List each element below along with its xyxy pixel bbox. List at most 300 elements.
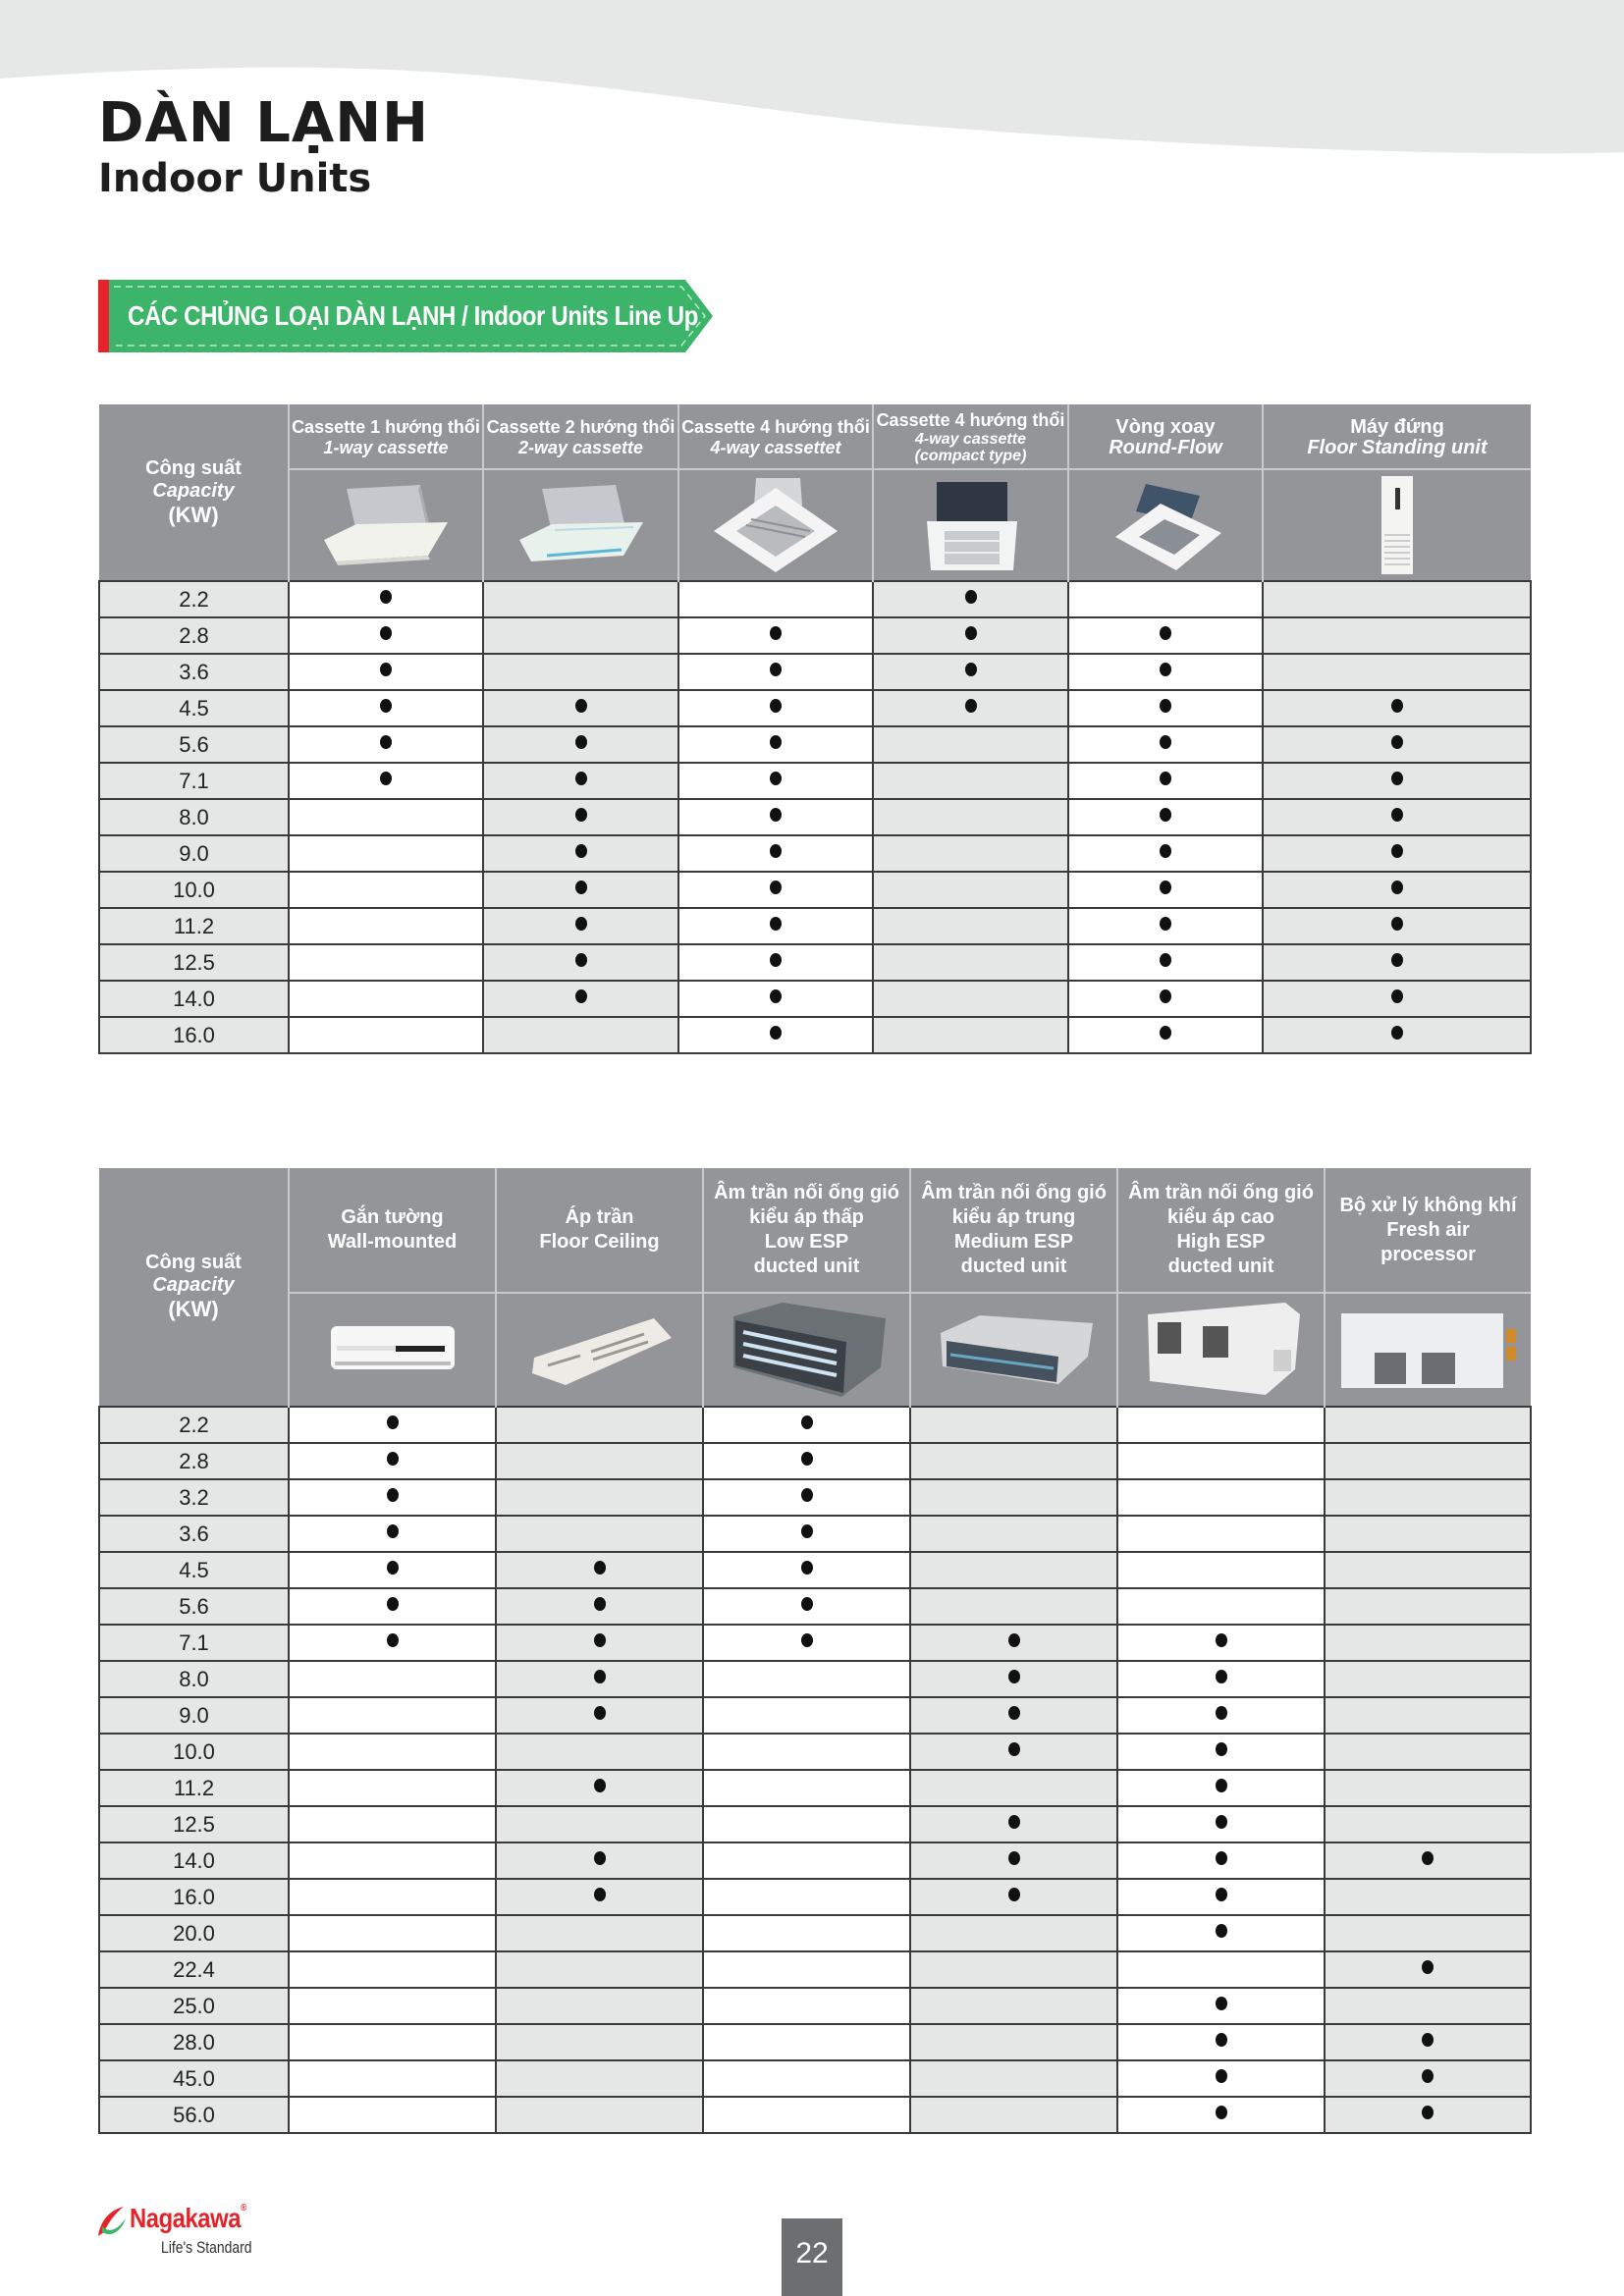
availability-dot-icon: [1160, 989, 1171, 1003]
availability-cell: [289, 944, 483, 981]
availability-cell: [703, 1443, 910, 1479]
availability-dot-icon: [1008, 1633, 1020, 1647]
column-header-4way-compact: [873, 404, 1068, 469]
availability-cell: [678, 872, 873, 908]
availability-cell: [1325, 1988, 1531, 2024]
availability-cell: [1117, 2097, 1325, 2133]
availability-dot-icon: [801, 1597, 813, 1611]
availability-cell: [496, 2097, 703, 2133]
availability-dot-icon: [1216, 1815, 1227, 1829]
availability-cell: [1325, 1951, 1531, 1988]
availability-cell: [703, 2024, 910, 2060]
availability-cell: [289, 1770, 496, 1806]
availability-cell: [1068, 617, 1263, 654]
availability-cell: [289, 981, 483, 1017]
availability-cell: [289, 1734, 496, 1770]
availability-dot-icon: [387, 1488, 399, 1502]
table-row: [99, 2024, 1531, 2060]
availability-cell: [703, 1697, 910, 1734]
column-title-line: Âm trần nối ống gió: [921, 1182, 1107, 1203]
availability-dot-icon: [801, 1633, 813, 1647]
availability-dot-icon: [1160, 663, 1171, 676]
column-header-medium-esp: [910, 1168, 1117, 1293]
availability-dot-icon: [1160, 626, 1171, 640]
availability-dot-icon: [594, 1706, 606, 1720]
column-title-line: Fresh air: [1386, 1218, 1470, 1241]
table-row: [99, 1770, 1531, 1806]
availability-cell: [1117, 1842, 1325, 1879]
availability-dot-icon: [575, 917, 587, 931]
table-row: [99, 1734, 1531, 1770]
availability-cell: [678, 654, 873, 690]
availability-cell: [496, 1951, 703, 1988]
availability-dot-icon: [387, 1597, 399, 1611]
page-subtitle: Indoor Units: [98, 156, 372, 201]
availability-dot-icon: [1008, 1815, 1020, 1829]
availability-cell: [289, 872, 483, 908]
availability-cell: [910, 1915, 1117, 1951]
availability-cell: [483, 726, 678, 763]
column-title-en: Round-Flow: [1109, 436, 1222, 458]
availability-cell: [873, 981, 1068, 1017]
column-title-line: Bộ xử lý không khí: [1339, 1194, 1517, 1216]
availability-cell: [678, 581, 873, 617]
availability-cell: [1325, 1516, 1531, 1552]
availability-cell: [496, 1915, 703, 1951]
availability-cell: [289, 690, 483, 726]
capacity-header-en: Capacity: [152, 479, 235, 502]
column-title-line: Floor Ceiling: [539, 1231, 660, 1253]
availability-cell: [910, 2060, 1117, 2097]
availability-cell: [678, 726, 873, 763]
availability-dot-icon: [594, 1597, 606, 1611]
availability-cell: [1263, 690, 1531, 726]
availability-dot-icon: [1391, 881, 1403, 894]
column-title-en: 4-way cassette: [915, 430, 1026, 448]
availability-cell: [910, 1479, 1117, 1516]
availability-cell: [1068, 690, 1263, 726]
availability-cell: [1325, 2024, 1531, 2060]
availability-dot-icon: [1422, 2106, 1434, 2119]
availability-cell: [483, 835, 678, 872]
availability-dot-icon: [575, 844, 587, 858]
table-row: [99, 1443, 1531, 1479]
capacity-cell: 11.2: [99, 1770, 289, 1806]
availability-cell: [289, 1697, 496, 1734]
availability-cell: [483, 1017, 678, 1053]
availability-cell: [873, 908, 1068, 944]
availability-cell: [1117, 1479, 1325, 1516]
availability-cell: [678, 1017, 873, 1053]
availability-cell: [496, 2024, 703, 2060]
availability-cell: [496, 1443, 703, 1479]
table-row: [99, 617, 1531, 654]
capacity-cell: 16.0: [99, 1017, 289, 1053]
availability-cell: [1263, 617, 1531, 654]
availability-dot-icon: [770, 808, 782, 822]
availability-dot-icon: [387, 1415, 399, 1429]
table-row: [99, 726, 1531, 763]
availability-cell: [1325, 1697, 1531, 1734]
availability-cell: [289, 2097, 496, 2133]
availability-cell: [496, 1552, 703, 1588]
availability-cell: [289, 1443, 496, 1479]
availability-dot-icon: [770, 626, 782, 640]
availability-cell: [873, 654, 1068, 690]
one-way-cassette-image: [289, 469, 483, 581]
availability-cell: [1117, 1625, 1325, 1661]
availability-cell: [289, 2024, 496, 2060]
low-esp-duct-image: [703, 1293, 910, 1407]
availability-cell: [289, 1625, 496, 1661]
column-title-line: Áp trần: [565, 1206, 634, 1228]
availability-cell: [910, 1625, 1117, 1661]
availability-dot-icon: [387, 1524, 399, 1538]
availability-cell: [703, 1552, 910, 1588]
column-title-vi: Cassette 2 hướng thổi: [486, 416, 676, 437]
page-title: DÀN LẠNH: [98, 91, 429, 155]
availability-dot-icon: [1008, 1851, 1020, 1865]
table-row: [99, 981, 1531, 1017]
availability-dot-icon: [387, 1633, 399, 1647]
availability-cell: [910, 1407, 1117, 1443]
table-row: [99, 1625, 1531, 1661]
floor-ceiling-image: [496, 1293, 703, 1407]
capacity-header-vi: Công suất: [145, 456, 242, 479]
availability-cell: [910, 1879, 1117, 1915]
column-title-line: Low ESP: [764, 1231, 849, 1253]
availability-cell: [483, 944, 678, 981]
column-title-vi: Cassette 4 hướng thổi: [681, 416, 870, 437]
table-row: [99, 1951, 1531, 1988]
column-title-line: kiểu áp trung: [951, 1206, 1076, 1228]
table-row: [99, 1588, 1531, 1625]
availability-dot-icon: [380, 590, 392, 604]
four-way-cassette-image: [678, 469, 873, 581]
availability-cell: [678, 835, 873, 872]
availability-cell: [910, 2097, 1117, 2133]
availability-dot-icon: [1422, 1960, 1434, 1974]
availability-cell: [1263, 981, 1531, 1017]
availability-dot-icon: [1216, 1633, 1227, 1647]
two-way-cassette-image: [483, 469, 678, 581]
availability-dot-icon: [1391, 953, 1403, 967]
availability-cell: [289, 1407, 496, 1443]
availability-cell: [910, 1516, 1117, 1552]
availability-cell: [1068, 654, 1263, 690]
capacity-cell: 2.2: [99, 581, 289, 617]
table-row: [99, 1661, 1531, 1697]
availability-dot-icon: [1160, 772, 1171, 785]
capacity-cell: 2.8: [99, 617, 289, 654]
capacity-cell: 11.2: [99, 908, 289, 944]
availability-cell: [873, 1017, 1068, 1053]
availability-cell: [873, 617, 1068, 654]
fresh-air-processor-image: [1325, 1293, 1531, 1407]
column-title-vi: Máy đứng: [1350, 415, 1444, 438]
availability-dot-icon: [801, 1452, 813, 1466]
availability-cell: [289, 799, 483, 835]
capacity-cell: 2.2: [99, 1407, 289, 1443]
page-header: [98, 91, 429, 201]
availability-cell: [703, 1588, 910, 1625]
capacity-cell: 14.0: [99, 1842, 289, 1879]
table-row: [99, 799, 1531, 835]
capacity-cell: 3.6: [99, 1516, 289, 1552]
column-title-line: ducted unit: [960, 1255, 1067, 1277]
availability-cell: [873, 835, 1068, 872]
availability-cell: [873, 690, 1068, 726]
table-body: [99, 581, 1531, 1053]
capacity-cell: 16.0: [99, 1879, 289, 1915]
availability-dot-icon: [1422, 2033, 1434, 2047]
column-header-floor-ceiling: [496, 1168, 703, 1293]
table-row: [99, 581, 1531, 617]
availability-cell: [1325, 1407, 1531, 1443]
availability-cell: [1068, 726, 1263, 763]
availability-dot-icon: [965, 699, 977, 713]
capacity-cell: 28.0: [99, 2024, 289, 2060]
table-row: [99, 908, 1531, 944]
availability-dot-icon: [770, 917, 782, 931]
availability-dot-icon: [1216, 2069, 1227, 2083]
availability-cell: [1068, 944, 1263, 981]
availability-cell: [289, 1879, 496, 1915]
table-row: [99, 1915, 1531, 1951]
availability-cell: [496, 1697, 703, 1734]
availability-cell: [1068, 981, 1263, 1017]
availability-cell: [703, 2097, 910, 2133]
availability-cell: [1325, 1734, 1531, 1770]
column-header-wall-mounted: [289, 1168, 496, 1293]
capacity-header-en: Capacity: [152, 1274, 235, 1296]
column-title-line: High ESP: [1176, 1231, 1266, 1253]
availability-cell: [483, 581, 678, 617]
availability-cell: [1263, 944, 1531, 981]
availability-cell: [1325, 1842, 1531, 1879]
availability-cell: [910, 1770, 1117, 1806]
availability-dot-icon: [1216, 1779, 1227, 1792]
availability-dot-icon: [965, 626, 977, 640]
availability-cell: [678, 908, 873, 944]
availability-cell: [703, 1770, 910, 1806]
availability-cell: [496, 1479, 703, 1516]
column-header-high-esp: [1117, 1168, 1325, 1293]
table-row: [99, 654, 1531, 690]
capacity-header: [99, 404, 289, 581]
column-title-line: ducted unit: [1167, 1255, 1274, 1277]
availability-dot-icon: [1160, 917, 1171, 931]
availability-cell: [289, 1988, 496, 2024]
availability-dot-icon: [965, 663, 977, 676]
availability-cell: [678, 690, 873, 726]
table-row: [99, 2060, 1531, 2097]
availability-cell: [910, 1661, 1117, 1697]
availability-cell: [289, 1017, 483, 1053]
availability-dot-icon: [1008, 1706, 1020, 1720]
availability-dot-icon: [575, 989, 587, 1003]
availability-dot-icon: [575, 699, 587, 713]
availability-dot-icon: [1008, 1888, 1020, 1901]
availability-dot-icon: [801, 1561, 813, 1575]
availability-dot-icon: [1422, 1851, 1434, 1865]
availability-cell: [1117, 1806, 1325, 1842]
availability-cell: [678, 763, 873, 799]
availability-cell: [289, 908, 483, 944]
availability-cell: [910, 1951, 1117, 1988]
availability-dot-icon: [1160, 881, 1171, 894]
availability-dot-icon: [1391, 808, 1403, 822]
availability-cell: [289, 763, 483, 799]
availability-cell: [1117, 2060, 1325, 2097]
column-title-line: Âm trần nối ống gió: [1128, 1182, 1314, 1203]
column-header-low-esp: [703, 1168, 910, 1293]
availability-dot-icon: [594, 1851, 606, 1865]
availability-cell: [496, 2060, 703, 2097]
availability-dot-icon: [1216, 1888, 1227, 1901]
availability-cell: [1117, 1552, 1325, 1588]
availability-cell: [910, 1842, 1117, 1879]
column-title-vi: Vòng xoay: [1115, 415, 1216, 438]
high-esp-duct-image: [1117, 1293, 1325, 1407]
availability-cell: [289, 1479, 496, 1516]
column-title-en-note: (compact type): [914, 447, 1027, 464]
availability-dot-icon: [770, 881, 782, 894]
availability-cell: [483, 799, 678, 835]
availability-cell: [1117, 1588, 1325, 1625]
availability-dot-icon: [380, 772, 392, 785]
availability-cell: [703, 1879, 910, 1915]
availability-cell: [496, 1806, 703, 1842]
availability-cell: [483, 654, 678, 690]
availability-cell: [496, 1625, 703, 1661]
brand-swoosh-icon: [94, 2203, 130, 2242]
capacity-cell: 8.0: [99, 799, 289, 835]
availability-dot-icon: [575, 808, 587, 822]
capacity-cell: 7.1: [99, 1625, 289, 1661]
availability-dot-icon: [1160, 699, 1171, 713]
availability-cell: [873, 872, 1068, 908]
capacity-header-unit: (KW): [168, 1297, 219, 1321]
section-banner-title: CÁC CHỦNG LOẠI DÀN LẠNH / Indoor Units Line Up: [128, 300, 698, 331]
availability-cell: [1325, 1915, 1531, 1951]
capacity-cell: 2.8: [99, 1443, 289, 1479]
availability-cell: [1325, 1443, 1531, 1479]
availability-cell: [703, 1625, 910, 1661]
capacity-cell: 25.0: [99, 1988, 289, 2024]
availability-dot-icon: [387, 1452, 399, 1466]
availability-cell: [496, 1988, 703, 2024]
availability-cell: [289, 1588, 496, 1625]
availability-cell: [873, 763, 1068, 799]
availability-cell: [1117, 1697, 1325, 1734]
availability-cell: [289, 1915, 496, 1951]
capacity-cell: 3.2: [99, 1479, 289, 1516]
availability-dot-icon: [1216, 1706, 1227, 1720]
availability-cell: [1325, 1806, 1531, 1842]
column-title-en: 2-way cassette: [517, 437, 644, 457]
availability-cell: [703, 2060, 910, 2097]
availability-cell: [1325, 1625, 1531, 1661]
availability-cell: [289, 835, 483, 872]
availability-cell: [678, 981, 873, 1017]
wall-mounted-image: [289, 1293, 496, 1407]
availability-cell: [1325, 1479, 1531, 1516]
availability-cell: [289, 726, 483, 763]
column-header-1way: [289, 404, 483, 469]
capacity-cell: 9.0: [99, 835, 289, 872]
capacity-header-vi: Công suất: [145, 1252, 242, 1273]
capacity-cell: 3.6: [99, 654, 289, 690]
availability-dot-icon: [1216, 1997, 1227, 2010]
availability-dot-icon: [1216, 2033, 1227, 2047]
table-row: [99, 1552, 1531, 1588]
table-row: [99, 835, 1531, 872]
table-row: [99, 1516, 1531, 1552]
availability-dot-icon: [575, 953, 587, 967]
column-header-fresh-air: [1325, 1168, 1531, 1293]
table-row: [99, 1697, 1531, 1734]
availability-cell: [496, 1661, 703, 1697]
table-row: [99, 1479, 1531, 1516]
availability-cell: [1325, 1552, 1531, 1588]
capacity-cell: 14.0: [99, 981, 289, 1017]
availability-cell: [873, 726, 1068, 763]
availability-cell: [910, 1552, 1117, 1588]
availability-dot-icon: [594, 1779, 606, 1792]
availability-dot-icon: [380, 735, 392, 749]
availability-cell: [289, 2060, 496, 2097]
availability-dot-icon: [1160, 735, 1171, 749]
availability-cell: [910, 1588, 1117, 1625]
availability-dot-icon: [770, 772, 782, 785]
section-banner: [98, 280, 713, 352]
availability-cell: [1325, 1588, 1531, 1625]
capacity-header: [99, 1168, 289, 1407]
availability-cell: [496, 1516, 703, 1552]
availability-cell: [289, 1806, 496, 1842]
availability-dot-icon: [1391, 1026, 1403, 1040]
availability-cell: [1068, 835, 1263, 872]
availability-cell: [1325, 1879, 1531, 1915]
table-row: [99, 1407, 1531, 1443]
availability-cell: [703, 1516, 910, 1552]
availability-dot-icon: [575, 881, 587, 894]
indoor-units-table-ducted: [98, 1168, 1532, 2134]
availability-dot-icon: [575, 735, 587, 749]
capacity-cell: 22.4: [99, 1951, 289, 1988]
availability-cell: [1263, 872, 1531, 908]
availability-dot-icon: [380, 699, 392, 713]
availability-cell: [910, 1443, 1117, 1479]
column-header-floor-standing: [1263, 404, 1531, 469]
availability-dot-icon: [770, 699, 782, 713]
table-row: [99, 1806, 1531, 1842]
availability-cell: [703, 1842, 910, 1879]
availability-cell: [1117, 1734, 1325, 1770]
column-title-line: ducted unit: [753, 1255, 860, 1277]
availability-dot-icon: [1391, 772, 1403, 785]
availability-cell: [1068, 908, 1263, 944]
availability-cell: [910, 1806, 1117, 1842]
availability-cell: [1325, 2097, 1531, 2133]
capacity-cell: 20.0: [99, 1915, 289, 1951]
column-header-2way: [483, 404, 678, 469]
availability-cell: [1068, 1017, 1263, 1053]
availability-cell: [289, 1516, 496, 1552]
table-row: [99, 690, 1531, 726]
availability-dot-icon: [1391, 699, 1403, 713]
